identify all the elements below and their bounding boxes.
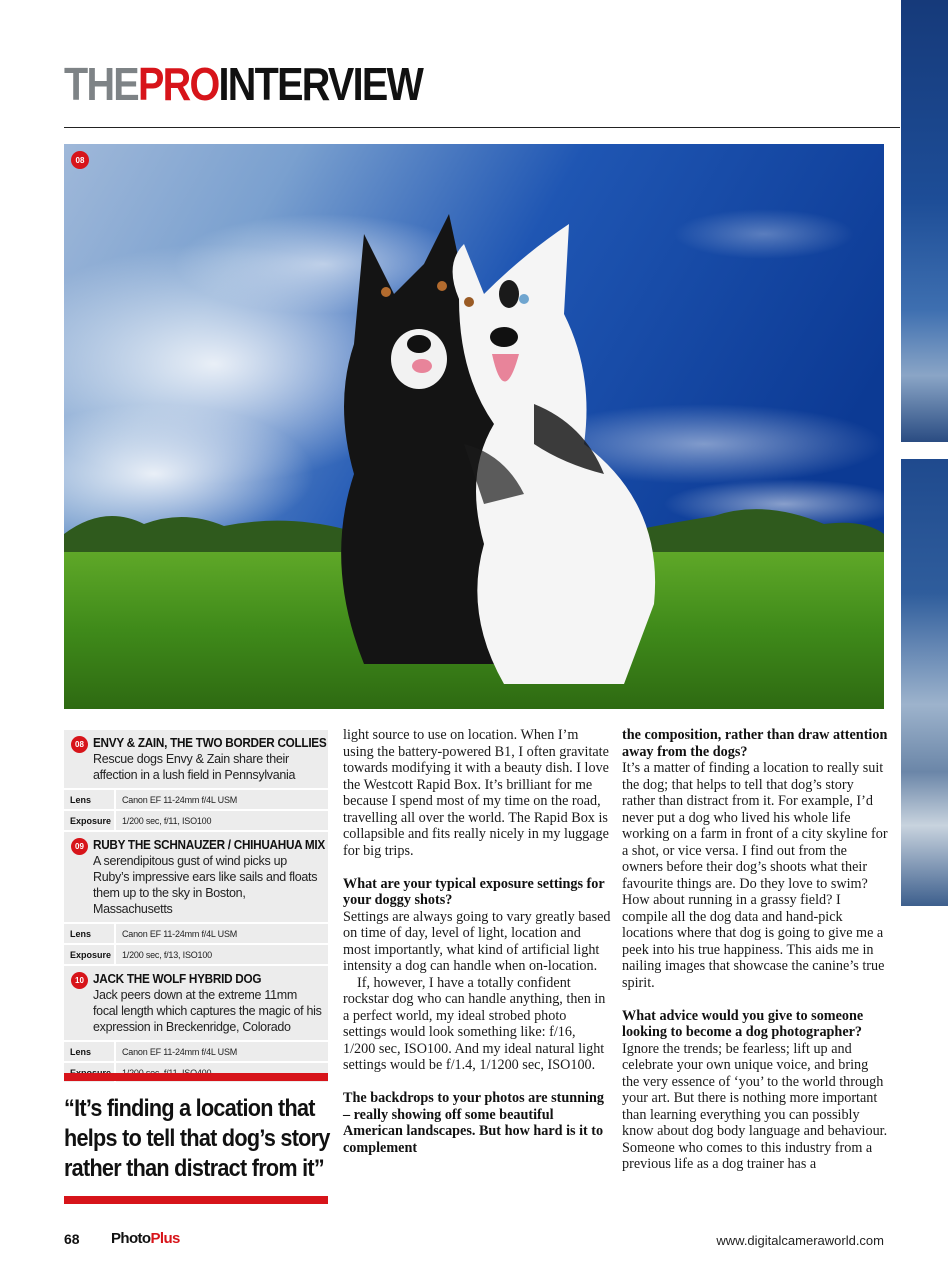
- body-paragraph: It’s a matter of finding a location to really suit the dog; that helps to tell that dog’s story rather than distract from it. For example, I’d never put a dog who lived his whole life working on a farm in front of a city skyline for a shot, or vice versa. I find out from the owners before their dog’s shoots what their favourite things are. Do they love to swim? How about running in a grassy field? I compile all the dog data and hand-pick locations where that dog is going to give me a peek into his true happiness. This aids me in nailing images that showcase the canine’s true spirit.: [622, 760, 888, 991]
- caption-08: [64, 730, 328, 788]
- body-column-2: [622, 727, 888, 1173]
- interview-question: The backdrops to your photos are stunning – really showing off some beautiful American landscapes. But how hard is it to complement: [343, 1090, 604, 1156]
- caption-09: [64, 832, 328, 922]
- body-column-1: [343, 727, 611, 1156]
- body-paragraph: Ignore the trends; be fearless; lift up and celebrate your own unique voice, and bring the very essence of ‘you’ to the world through your art. But there is nothing more important than learning everything you can possibly know about dog body language and behaviour. Someone who comes to this industry from a previous life as a dog trainer has a: [622, 1040, 888, 1172]
- spec-value: 1/200 sec, f/11, ISO100: [122, 815, 212, 826]
- pull-quote: “It’s finding a location that helps to tell that dog’s story rather than distract from it”: [64, 1095, 330, 1182]
- spec-row-lens: [64, 924, 328, 943]
- spec-row-exposure: [64, 945, 328, 964]
- body-paragraph: Settings are always going to vary greatly based on time of day, level of light, location and most importantly, what kind of artificial light intensity a dog can handle when on-location.: [343, 908, 611, 974]
- header-divider: [64, 127, 900, 128]
- body-paragraph: light source to use on location. When I’m using the battery-powered B1, I often gravitate towards modifying it with a beauty dish. I love the Westcott Rapid Box. It’s brilliant for me because I spend most of my time on the road, travelling all over the world. The Rapid Box is collapsible and fits really nicely in my luggage for big trips.: [343, 727, 609, 859]
- spec-value: Canon EF 11-24mm f/4L USM: [122, 1046, 238, 1057]
- caption-number: 09: [71, 838, 88, 855]
- spec-row-lens: [64, 1042, 328, 1061]
- photo-number-badge: 08: [71, 151, 89, 169]
- logo-plus: Plus: [150, 1230, 180, 1247]
- spec-value: Canon EF 11-24mm f/4L USM: [122, 794, 238, 805]
- magazine-logo: [111, 1230, 180, 1247]
- pull-quote-rule-top: [64, 1073, 328, 1081]
- caption-number: 08: [71, 736, 88, 753]
- border-collies-photo: [64, 144, 884, 709]
- spec-row-lens: [64, 790, 328, 809]
- interview-question: What are your typical exposure settings for your doggy shots?: [343, 875, 605, 908]
- spec-value: Canon EF 11-24mm f/4L USM: [122, 928, 238, 939]
- caption-description: Rescue dogs Envy & Zain share their affection in a lush field in Pennsylvania: [93, 752, 296, 782]
- header-the: THE: [64, 58, 138, 110]
- logo-photo: Photo: [111, 1230, 151, 1247]
- spec-value: 1/200 sec, f/13, ISO100: [122, 949, 212, 960]
- website-url[interactable]: www.digitalcameraworld.com: [716, 1233, 884, 1248]
- spec-label: Exposure: [64, 811, 116, 830]
- interview-question: What advice would you give to someone looking to become a dog photographer?: [622, 1007, 864, 1040]
- facing-page-image-strip-top: [901, 0, 948, 442]
- caption-panel: [64, 730, 328, 1084]
- header-pro: PRO: [137, 58, 219, 110]
- spec-row-exposure: [64, 811, 328, 830]
- caption-number: 10: [71, 972, 88, 989]
- caption-title: JACK THE WOLF HYBRID DOG: [93, 972, 262, 986]
- spec-label: Lens: [64, 1042, 116, 1061]
- header-interview: INTERVIEW: [218, 58, 423, 110]
- spec-label: Lens: [64, 924, 116, 943]
- spec-label: Lens: [64, 790, 116, 809]
- spec-label: Exposure: [64, 945, 116, 964]
- caption-description: A serendipitous gust of wind picks up Ruby’s impressive ears like sails and floats them up to the sky in Boston, Massachusetts: [93, 854, 318, 916]
- caption-description: Jack peers down at the extreme 11mm focal length which captures the magic of his expression in Breckenridge, Colorado: [93, 988, 322, 1034]
- facing-page-image-strip-bottom: [901, 459, 948, 906]
- section-header: [64, 58, 422, 110]
- page-number: 68: [64, 1231, 80, 1247]
- interview-question-continued: the composition, rather than draw attention away from the dogs?: [622, 727, 888, 760]
- caption-title: ENVY & ZAIN, THE TWO BORDER COLLIES: [93, 736, 327, 750]
- photo-illustration: [64, 144, 884, 709]
- caption-10: [64, 966, 328, 1040]
- body-paragraph: If, however, I have a totally confident rockstar dog who can handle anything, then in a perfect world, my ideal strobed photo settings would look something like: f/16, 1/200 sec, ISO100. And my ideal natural light settings would be f/1.4, 1/1200 sec, ISO100.: [343, 974, 606, 1073]
- caption-title: RUBY THE SCHNAUZER / CHIHUAHUA MIX: [93, 838, 325, 852]
- pull-quote-rule-bottom: [64, 1196, 328, 1204]
